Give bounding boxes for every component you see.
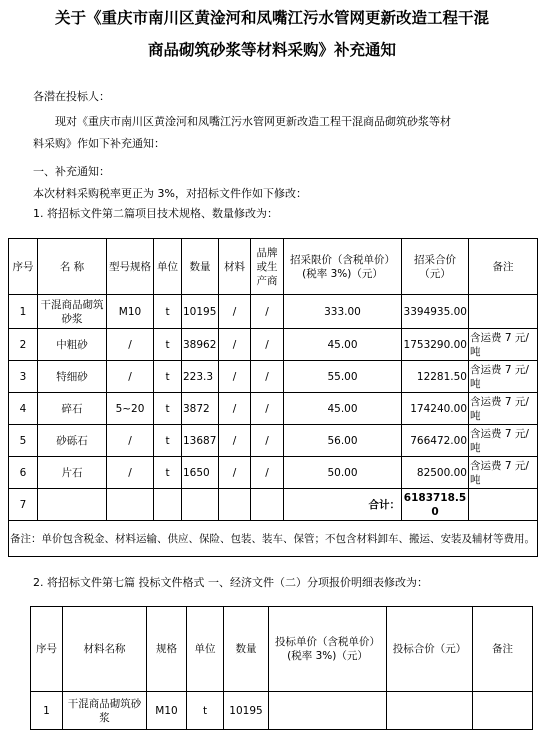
- empty-cell: [469, 489, 538, 521]
- material-name: 碎石: [38, 393, 107, 425]
- spec: /: [107, 329, 154, 361]
- total-price: 174240.00: [402, 393, 469, 425]
- remark: 含运费 7 元/吨: [469, 393, 538, 425]
- unit-price: 55.00: [284, 361, 402, 393]
- unit: t: [154, 457, 182, 489]
- brand: /: [251, 425, 284, 457]
- remark: 含运费 7 元/吨: [469, 457, 538, 489]
- table-row: [9, 393, 538, 425]
- row-no: 2: [9, 329, 38, 361]
- col-header-remark: 备注: [473, 607, 533, 692]
- notice-title-line-2: 商品砌筑砂浆等材料采购》补充通知: [147, 40, 396, 59]
- section-heading: 一、补充通知：: [33, 165, 110, 178]
- row-no: 6: [9, 457, 38, 489]
- col-header-unit: 单位: [154, 239, 182, 295]
- spec: M10: [107, 295, 154, 329]
- empty-cell: [107, 489, 154, 521]
- table-row: [9, 457, 538, 489]
- brand: /: [251, 457, 284, 489]
- row-no: 4: [9, 393, 38, 425]
- col-header-total-price: 招采合价（元）: [402, 239, 469, 295]
- quantity: 1650: [182, 457, 219, 489]
- tax-rate-note: 本次材料采购税率更正为 3%，对招标文件作如下修改：: [33, 187, 307, 200]
- unit-price: 333.00: [284, 295, 402, 329]
- remark: 含运费 7 元/吨: [469, 361, 538, 393]
- table-footnote: 备注：单价包含税金、材料运输、供应、保险、包装、装车、保管；不包含材料卸车、搬运、安装及辅材等费用。: [9, 521, 538, 557]
- col-header-unit-price-limit: 招采限价（含税单价）(税率 3%)（元）: [284, 239, 402, 295]
- empty-cell: [251, 489, 284, 521]
- item-1-heading: 1. 将招标文件第二篇项目技术规格、数量修改为：: [33, 207, 278, 220]
- unit: t: [154, 329, 182, 361]
- col-header-qty: 数量: [182, 239, 219, 295]
- material: /: [219, 329, 251, 361]
- material-name: 中粗砂: [38, 329, 107, 361]
- row-no: 3: [9, 361, 38, 393]
- row-no: 1: [31, 692, 63, 730]
- grand-total: 6183718.50: [402, 489, 469, 521]
- quantity: 10195: [182, 295, 219, 329]
- col-header-spec: 型号规格: [107, 239, 154, 295]
- material-name: 砂砾石: [38, 425, 107, 457]
- quantity: 10195: [224, 692, 269, 730]
- col-header-bid-total: 投标合价（元）: [387, 607, 473, 692]
- unit-price: 50.00: [284, 457, 402, 489]
- price-breakdown-table: [30, 606, 533, 730]
- unit: t: [187, 692, 224, 730]
- brand: /: [251, 295, 284, 329]
- table-row: [9, 329, 538, 361]
- row-no: 7: [9, 489, 38, 521]
- unit: t: [154, 425, 182, 457]
- spec: /: [107, 425, 154, 457]
- table1-header-row: [9, 239, 538, 295]
- unit-price: 56.00: [284, 425, 402, 457]
- col-header-brand: 品牌或生产商: [251, 239, 284, 295]
- material-name: 干混商品砌筑砂浆: [38, 295, 107, 329]
- brand: /: [251, 393, 284, 425]
- col-header-unit: 单位: [187, 607, 224, 692]
- row-no: 1: [9, 295, 38, 329]
- total-label: 合计：: [284, 489, 402, 521]
- unit: t: [154, 361, 182, 393]
- empty-cell: [219, 489, 251, 521]
- intro-line-1: 现对《重庆市南川区黄淦河和凤嘴江污水管网更新改造工程干混商品砌筑砂浆等材: [55, 115, 451, 128]
- brand: /: [251, 361, 284, 393]
- table2-header-row: [31, 607, 533, 692]
- material: /: [219, 425, 251, 457]
- table-row: [9, 425, 538, 457]
- material: /: [219, 393, 251, 425]
- col-header-spec: 规格: [147, 607, 187, 692]
- brand: /: [251, 329, 284, 361]
- material-name: 干混商品砌筑砂浆: [63, 692, 147, 730]
- unit-price: 45.00: [284, 393, 402, 425]
- col-header-bid-unit-price: 投标单价（含税单价）(税率 3%)（元）: [269, 607, 387, 692]
- bid-unit-price: [269, 692, 387, 730]
- remark: 含运费 7 元/吨: [469, 425, 538, 457]
- quantity: 223.3: [182, 361, 219, 393]
- spec: M10: [147, 692, 187, 730]
- empty-cell: [154, 489, 182, 521]
- material-name: 特细砂: [38, 361, 107, 393]
- spec: 5~20: [107, 393, 154, 425]
- notice-title-line-1: 关于《重庆市南川区黄淦河和凤嘴江污水管网更新改造工程干混: [54, 8, 489, 27]
- salutation: 各潜在投标人：: [33, 90, 110, 103]
- quantity: 38962: [182, 329, 219, 361]
- footnote-row: [9, 521, 538, 557]
- technical-specs-table: [8, 238, 538, 557]
- col-header-material: 材料: [219, 239, 251, 295]
- material: /: [219, 295, 251, 329]
- quantity: 13687: [182, 425, 219, 457]
- row-no: 5: [9, 425, 38, 457]
- total-price: 82500.00: [402, 457, 469, 489]
- unit: t: [154, 295, 182, 329]
- col-header-material-name: 材料名称: [63, 607, 147, 692]
- intro-line-2: 料采购》作如下补充通知：: [33, 137, 165, 150]
- empty-cell: [38, 489, 107, 521]
- unit-price: 45.00: [284, 329, 402, 361]
- total-price: 12281.50: [402, 361, 469, 393]
- table-row: [31, 692, 533, 730]
- table-row: [9, 361, 538, 393]
- col-header-name: 名 称: [38, 239, 107, 295]
- remark: 含运费 7 元/吨: [469, 329, 538, 361]
- total-price: 3394935.00: [402, 295, 469, 329]
- total-price: 1753290.00: [402, 329, 469, 361]
- spec: /: [107, 361, 154, 393]
- remark: [473, 692, 533, 730]
- bid-total: [387, 692, 473, 730]
- material-name: 片石: [38, 457, 107, 489]
- material: /: [219, 457, 251, 489]
- spec: /: [107, 457, 154, 489]
- unit: t: [154, 393, 182, 425]
- col-header-remark: 备注: [469, 239, 538, 295]
- quantity: 3872: [182, 393, 219, 425]
- item-2-heading: 2. 将招标文件第七篇 投标文件格式 一、经济文件（二）分项报价明细表修改为：: [33, 576, 428, 589]
- total-row: [9, 489, 538, 521]
- total-price: 766472.00: [402, 425, 469, 457]
- col-header-no: 序号: [9, 239, 38, 295]
- table-row: [9, 295, 538, 329]
- material: /: [219, 361, 251, 393]
- col-header-no: 序号: [31, 607, 63, 692]
- col-header-qty: 数量: [224, 607, 269, 692]
- remark: [469, 295, 538, 329]
- empty-cell: [182, 489, 219, 521]
